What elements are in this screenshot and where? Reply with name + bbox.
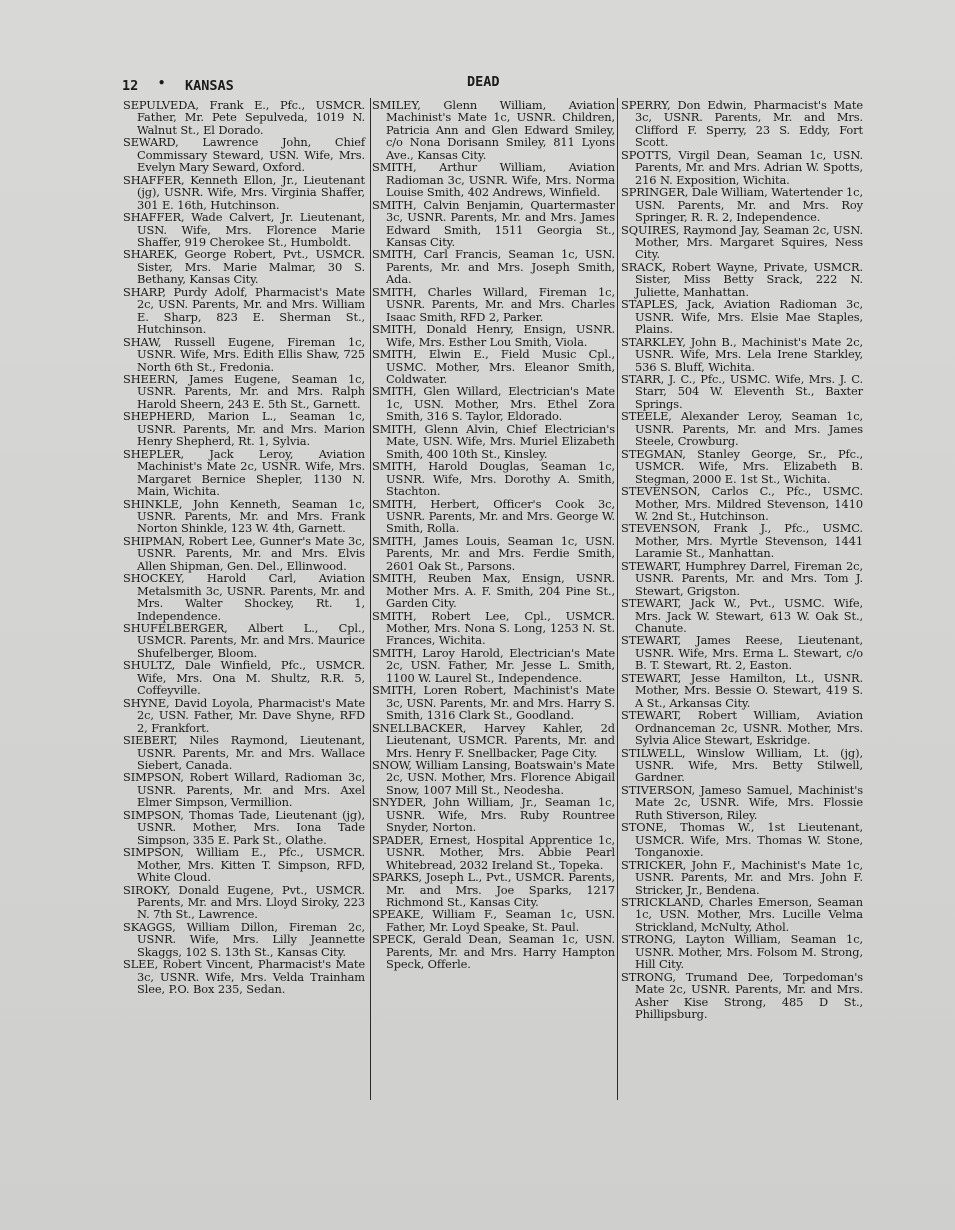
casualty-entry: SNYDER, John William, Jr., Seaman 1c, USNR. Wife, Mrs. Ruby Rountree Snyder, Norton.	[372, 795, 615, 835]
page-title: DEAD	[467, 74, 500, 90]
casualty-entry: SHOCKEY, Harold Carl, Aviation Metalsmith 3c, USNR. Parents, Mr. and Mrs. Walter Shockey, Rt. 1, Independence.	[123, 571, 365, 623]
casualty-entry: SMITH, Loren Robert, Machinist's Mate 3c, USN. Parents, Mr. and Mrs. Harry S. Smith, 1316 Clark St., Goodland.	[372, 683, 615, 723]
casualty-entry: SPOTTS, Virgil Dean, Seaman 1c, USN. Parents, Mr. and Mrs. Adrian W. Spotts, 216 N. Exposition, Wichita.	[621, 147, 863, 187]
casualty-entry: SMITH, Harold Douglas, Seaman 1c, USNR. Wife, Mrs. Dorothy A. Smith, Stachton.	[372, 459, 615, 499]
casualty-entry: STARR, J. C., Pfc., USMC. Wife, Mrs. J. C. Starr, 504 W. Eleventh St., Baxter Springs.	[621, 371, 863, 411]
casualty-entry: SPRINGER, Dale William, Watertender 1c, USN. Parents, Mr. and Mrs. Roy Springer, R. R. 2, Independence.	[621, 185, 863, 225]
column-1	[123, 99, 365, 996]
casualty-entry: SMITH, James Louis, Seaman 1c, USN. Parents, Mr. and Mrs. Ferdie Smith, 2601 Oak St., Parsons.	[372, 533, 615, 573]
casualty-entry: SPECK, Gerald Dean, Seaman 1c, USN. Parents, Mr. and Mrs. Harry Hampton Speck, Offerle.	[372, 932, 615, 972]
casualty-entry: STEWART, Jesse Hamilton, Lt., USNR. Mother, Mrs. Bessie O. Stewart, 419 S. A St., Arkansas City.	[621, 670, 863, 710]
casualty-entry: SHAFFER, Wade Calvert, Jr. Lieutenant, USN. Wife, Mrs. Florence Marie Shaffer, 919 Cherokee St., Humboldt.	[123, 210, 365, 249]
casualty-entry: SQUIRES, Raymond Jay, Seaman 2c, USN. Mother, Mrs. Margaret Squires, Ness City.	[621, 222, 863, 262]
casualty-entry: SMITH, Calvin Benjamin, Quartermaster 3c, USNR. Parents, Mr. and Mrs. James Edward Smith, 1511 Georgia St., Kansas City.	[372, 197, 615, 249]
casualty-entry: SHINKLE, John Kenneth, Seaman 1c, USNR. Parents, Mr. and Mrs. Frank Norton Shinkle, 123 W. 4th, Garnett.	[123, 496, 365, 536]
casualty-entry: SHAW, Russell Eugene, Fireman 1c, USNR. Wife, Mrs. Edith Ellis Shaw, 725 North 6th St., Fredonia.	[123, 334, 365, 374]
casualty-entry: SNELLBACKER, Harvey Kahler, 2d Lieutenant, USMCR. Parents, Mr. and Mrs. Henry F. Snellbacker, Page City.	[372, 720, 615, 760]
casualty-entry: SIMPSON, Robert Willard, Radioman 3c, USNR. Parents, Mr. and Mrs. Axel Elmer Simpson, Vermillion.	[123, 770, 365, 810]
casualty-entry: STEVENSON, Frank J., Pfc., USMC. Mother, Mrs. Myrtle Stevenson, 1441 Laramie St., Manhattan.	[621, 521, 863, 561]
state-name: KANSAS	[185, 78, 234, 94]
casualty-entry: SRACK, Robert Wayne, Private, USMCR. Sister, Miss Betty Srack, 222 N. Juliette, Manhattan.	[621, 259, 863, 299]
casualty-entry: SHUFELBERGER, Albert L., Cpl., USMCR. Parents, Mr. and Mrs. Maurice Shufelberger, Bloom.	[123, 621, 365, 660]
casualty-entry: SMITH, Robert Lee, Cpl., USMCR. Mother, Mrs. Nona S. Long, 1253 N. St. Frances, Wichita.	[372, 608, 615, 648]
casualty-entry: STEWART, Robert William, Aviation Ordnanceman 2c, USNR. Mother, Mrs. Sylvia Alice Stewart, Eskridge.	[621, 708, 863, 748]
casualty-entry: STEWART, James Reese, Lieutenant, USNR. Wife, Mrs. Erma L. Stewart, c/o B. T. Stewart, Rt. 2, Easton.	[621, 633, 863, 673]
casualty-entry: SIEBERT, Niles Raymond, Lieutenant, USNR. Parents, Mr. and Mrs. Wallace Siebert, Canada.	[123, 733, 365, 773]
column-divider	[370, 98, 371, 1100]
casualty-entry: SHIPMAN, Robert Lee, Gunner's Mate 3c, USNR. Parents, Mr. and Mrs. Elvis Allen Shipman, Gen. Del., Ellinwood.	[123, 533, 365, 573]
casualty-entry: SHEPHERD, Marion L., Seaman 1c, USNR. Parents, Mr. and Mrs. Marion Henry Shepherd, Rt. 1, Sylvia.	[123, 409, 365, 449]
casualty-entry: SHARP, Purdy Adolf, Pharmacist's Mate 2c, USN. Parents, Mr. and Mrs. William E. Sharp, 823 E. Sherman St., Hutchinson.	[123, 284, 365, 337]
casualty-entry: SNOW, William Lansing, Boatswain's Mate 2c, USN. Mother, Mrs. Florence Abigail Snow, 1007 Mill St., Neodesha.	[372, 758, 615, 797]
casualty-entry: SMITH, Carl Francis, Seaman 1c, USN. Parents, Mr. and Mrs. Joseph Smith, Ada.	[372, 247, 615, 287]
casualty-entry: SMITH, Arthur William, Aviation Radioman 3c, USNR. Wife, Mrs. Norma Louise Smith, 402 Andrews, Winfield.	[372, 160, 615, 200]
casualty-entry: STONE, Thomas W., 1st Lieutenant, USMCR. Wife, Mrs. Thomas W. Stone, Tonganoxie.	[621, 820, 863, 860]
casualty-entry: SPADER, Ernest, Hospital Apprentice 1c, USNR. Mother, Mrs. Abbie Pearl Whitebread, 2032 Ireland St., Topeka.	[372, 832, 615, 872]
column-2	[372, 99, 615, 971]
casualty-entry: SMILEY, Glenn William, Aviation Machinist's Mate 1c, USNR. Children, Patricia Ann and Glen Edward Smiley, c/o Nona Dorisann Smiley, 811 Lyons Ave., Kansas City.	[372, 98, 615, 162]
casualty-entry: STIVERSON, Jameso Samuel, Machinist's Mate 2c, USNR. Wife, Mrs. Flossie Ruth Stiverson, Riley.	[621, 782, 863, 822]
casualty-entry: SHEPLER, Jack Leroy, Aviation Machinist's Mate 2c, USNR. Wife, Mrs. Margaret Bernice Shepler, 1130 N. Main, Wichita.	[123, 446, 365, 499]
casualty-entry: SMITH, Elwin E., Field Music Cpl., USMC. Mother, Mrs. Eleanor Smith, Coldwater.	[372, 347, 615, 386]
casualty-entry: SMITH, Laroy Harold, Electrician's Mate 2c, USN. Father, Mr. Jesse L. Smith, 1100 W. Laurel St., Independence.	[372, 645, 615, 685]
casualty-entry: SPARKS, Joseph L., Pvt., USMCR. Parents, Mr. and Mrs. Joe Sparks, 1217 Richmond St., Kansas City.	[372, 870, 615, 909]
column-3	[621, 99, 863, 1021]
column-divider	[617, 98, 618, 1100]
casualty-entry: SMITH, Glenn Alvin, Chief Electrician's Mate, USN. Wife, Mrs. Muriel Elizabeth Smith, 400 10th St., Kinsley.	[372, 421, 615, 461]
casualty-entry: STRICKLAND, Charles Emerson, Seaman 1c, USN. Mother, Mrs. Lucille Velma Strickland, McNulty, Athol.	[621, 895, 863, 934]
casualty-entry: SKAGGS, William Dillon, Fireman 2c, USNR. Wife, Mrs. Lilly Jeannette Skaggs, 102 S. 13th St., Kansas City.	[123, 919, 365, 959]
casualty-entry: STAPLES, Jack, Aviation Radioman 3c, USNR. Wife, Mrs. Elsie Mae Staples, Plains.	[621, 297, 863, 337]
casualty-entry: SHAFFER, Kenneth Ellon, Jr., Lieutenant (jg), USNR. Wife, Mrs. Virginia Shaffer, 301 E. 16th, Hutchinson.	[123, 172, 365, 212]
casualty-entry: SMITH, Reuben Max, Ensign, USNR. Mother Mrs. A. F. Smith, 204 Pine St., Garden City.	[372, 571, 615, 611]
casualty-entry: SMITH, Charles Willard, Fireman 1c, USNR. Parents, Mr. and Mrs. Charles Isaac Smith, RFD 2, Parker.	[372, 284, 615, 324]
casualty-entry: STEGMAN, Stanley George, Sr., Pfc., USMCR. Wife, Mrs. Elizabeth B. Stegman, 2000 E. 1st St., Wichita.	[621, 446, 863, 486]
casualty-entry: STRICKER, John F., Machinist's Mate 1c, USNR. Parents, Mr. and Mrs. John F. Stricker, Jr., Bendena.	[621, 857, 863, 897]
casualty-entry: SIMPSON, Thomas Tade, Lieutenant (jg), USNR. Mother, Mrs. Iona Tade Simpson, 335 E. Park St., Olathe.	[123, 807, 365, 847]
casualty-entry: SIROKY, Donald Eugene, Pvt., USMCR. Parents, Mr. and Mrs. Lloyd Siroky, 223 N. 7th St., Lawrence.	[123, 882, 365, 922]
casualty-entry: STRONG, Layton William, Seaman 1c, USNR. Mother, Mrs. Folsom M. Strong, Hill City.	[621, 932, 863, 972]
casualty-entry: STRONG, Trumand Dee, Torpedoman's Mate 2c, USNR. Parents, Mr. and Mrs. Asher Kise Strong, 485 D St., Phillipsburg.	[621, 969, 863, 1022]
casualty-entry: STEWART, Jack W., Pvt., USMC. Wife, Mrs. Jack W. Stewart, 613 W. Oak St., Chanute.	[621, 596, 863, 636]
casualty-entry: STILWELL, Winslow William, Lt. (jg), USNR. Wife, Mrs. Betty Stilwell, Gardner.	[621, 745, 863, 785]
casualty-entry: SMITH, Glen Willard, Electrician's Mate 1c, USN. Mother, Mrs. Ethel Zora Smith, 316 S. Taylor, Eldorado.	[372, 384, 615, 424]
casualty-entry: STEELE, Alexander Leroy, Seaman 1c, USNR. Parents, Mr. and Mrs. James Steele, Crowburg.	[621, 409, 863, 449]
bullet-icon: •	[158, 76, 166, 90]
casualty-entry: STEVENSON, Carlos C., Pfc., USMC. Mother, Mrs. Mildred Stevenson, 1410 W. 2nd St., Hutchinson.	[621, 484, 863, 523]
page-header	[122, 74, 872, 94]
casualty-entry: SLEE, Robert Vincent, Pharmacist's Mate 3c, USNR. Wife, Mrs. Velda Trainham Slee, P.O. Box 235, Sedan.	[123, 957, 365, 997]
casualty-entry: SMITH, Herbert, Officer's Cook 3c, USNR. Parents, Mr. and Mrs. George W. Smith, Rolla.	[372, 496, 615, 536]
casualty-entry: SEPULVEDA, Frank E., Pfc., USMCR. Father, Mr. Pete Sepulveda, 1019 N. Walnut St., El Dorado.	[123, 98, 365, 137]
casualty-entry: SEWARD, Lawrence John, Chief Commissary Steward, USN. Wife, Mrs. Evelyn Mary Seward, Oxford.	[123, 135, 365, 175]
casualty-entry: SMITH, Donald Henry, Ensign, USNR. Wife, Mrs. Esther Lou Smith, Viola.	[372, 322, 615, 349]
casualty-entry: SIMPSON, William E., Pfc., USMCR. Mother, Mrs. Kitten T. Simpson, RFD, White Cloud.	[123, 845, 365, 885]
casualty-entry: SHAREK, George Robert, Pvt., USMCR. Sister, Mrs. Marie Malmar, 30 S. Bethany, Kansas City.	[123, 247, 365, 287]
casualty-entry: SHYNE, David Loyola, Pharmacist's Mate 2c, USN. Father, Mr. Dave Shyne, RFD 2, Frankfort.	[123, 695, 365, 735]
casualty-entry: SHEERN, James Eugene, Seaman 1c, USNR. Parents, Mr. and Mrs. Ralph Harold Sheern, 243 E. 5th St., Garnett.	[123, 371, 365, 411]
casualty-entry: STEWART, Humphrey Darrel, Fireman 2c, USNR. Parents, Mr. and Mrs. Tom J. Stewart, Grigston.	[621, 558, 863, 598]
casualty-entry: SPEAKE, William F., Seaman 1c, USN. Father, Mr. Loyd Speake, St. Paul.	[372, 907, 615, 934]
page-number: 12	[122, 78, 139, 94]
casualty-entry: STARKLEY, John B., Machinist's Mate 2c, USNR. Wife, Mrs. Lela Irene Starkley, 536 S. Bluff, Wichita.	[621, 334, 863, 374]
casualty-entry: SHULTZ, Dale Winfield, Pfc., USMCR. Wife, Mrs. Ona M. Shultz, R.R. 5, Coffeyville.	[123, 658, 365, 698]
casualty-entry: SPERRY, Don Edwin, Pharmacist's Mate 3c, USNR. Parents, Mr. and Mrs. Clifford F. Sperry, 23 S. Eddy, Fort Scott.	[621, 98, 863, 150]
